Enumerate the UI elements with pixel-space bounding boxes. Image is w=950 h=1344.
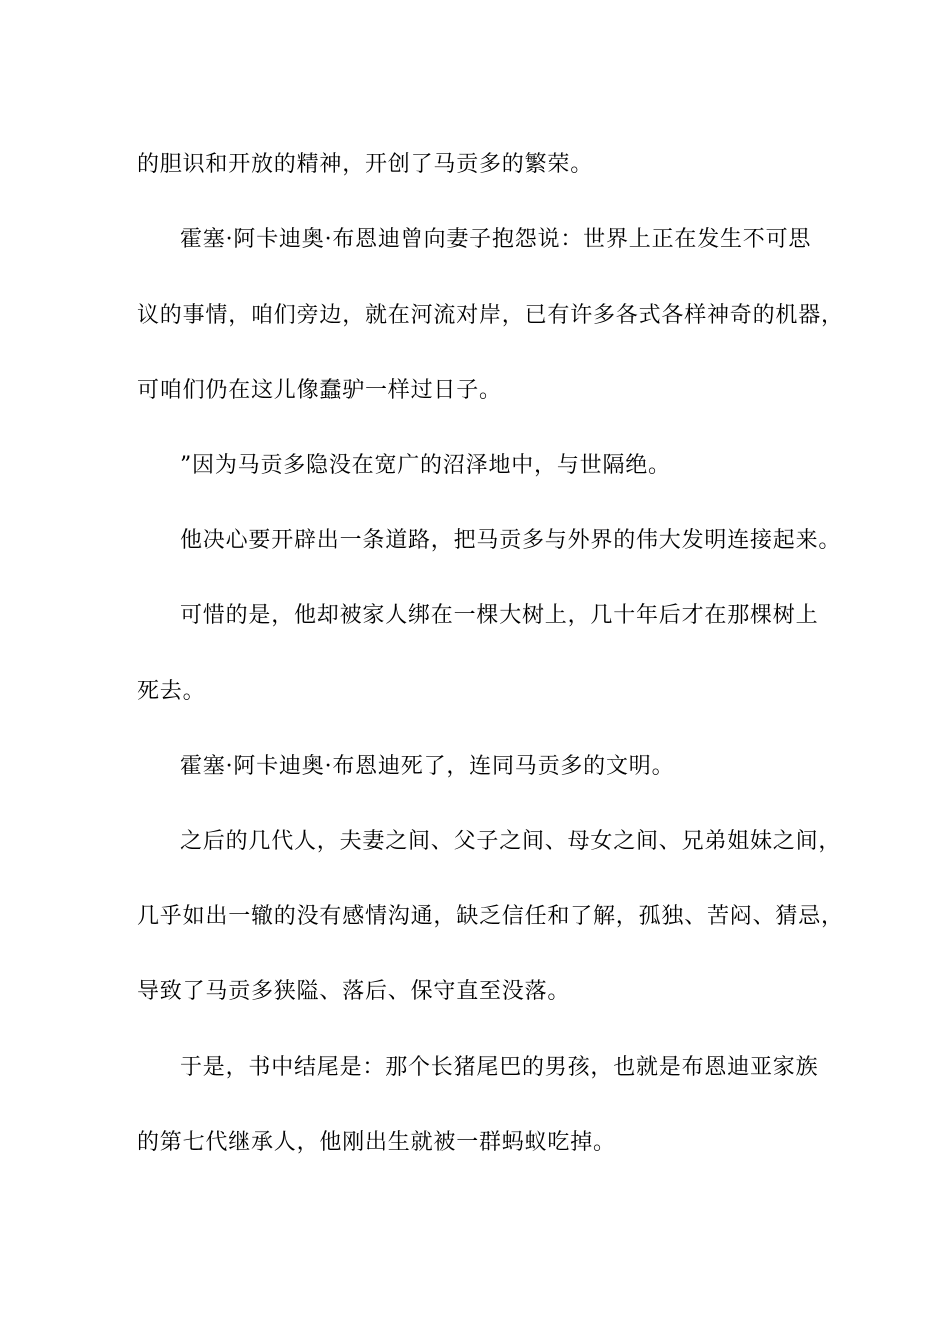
- text-line: ”因为马贡多隐没在宽广的沼泽地中，与世隔绝。: [180, 453, 671, 478]
- text-line: 可咱们仍在这儿像蠢驴一样过日子。: [137, 378, 502, 403]
- text-line: 可惜的是，他却被家人绑在一棵大树上，几十年后才在那棵树上: [180, 603, 819, 628]
- text-line: 的第七代继承人，他刚出生就被一群蚂蚁吃掉。: [137, 1130, 616, 1155]
- text-line: 几乎如出一辙的没有感情沟通，缺乏信任和了解，孤独、苦闷、猜忌，: [137, 904, 844, 929]
- text-line: 霍塞·阿卡迪奥·布恩迪曾向妻子抱怨说：世界上正在发生不可思: [180, 227, 812, 252]
- text-line: 霍塞·阿卡迪奥·布恩迪死了，连同马贡多的文明。: [180, 754, 675, 779]
- text-line: 于是，书中结尾是：那个长猪尾巴的男孩，也就是布恩迪亚家族: [180, 1055, 819, 1080]
- text-line: 议的事情，咱们旁边，就在河流对岸，已有许多各式各样神奇的机器，: [137, 303, 844, 328]
- text-line: 的胆识和开放的精神，开创了马贡多的繁荣。: [137, 152, 594, 177]
- text-line: 他决心要开辟出一条道路，把马贡多与外界的伟大发明连接起来。: [180, 528, 842, 553]
- text-line: 之后的几代人，夫妻之间、父子之间、母女之间、兄弟姐妹之间，: [180, 829, 842, 854]
- text-line: 死去。: [137, 679, 206, 704]
- text-line: 导致了马贡多狭隘、落后、保守直至没落。: [137, 979, 571, 1004]
